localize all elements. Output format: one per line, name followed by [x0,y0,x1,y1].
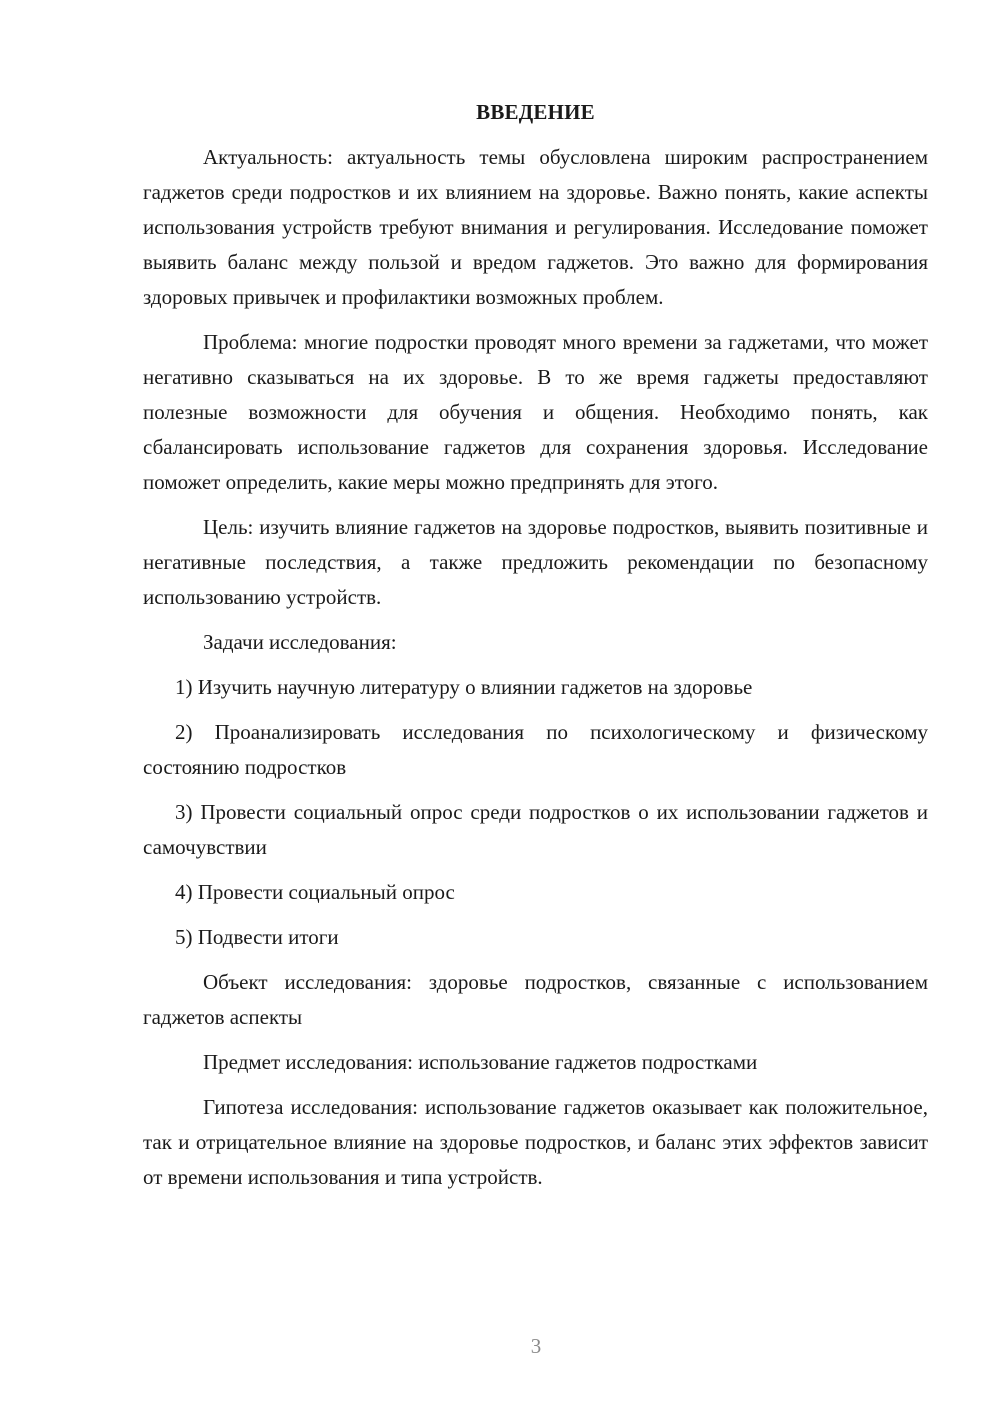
task-item-5: 5) Подвести итоги [175,925,339,949]
task-item-3: 3) Провести социальный опрос среди подростков о их использовании гаджетов и самочувствии [143,800,928,859]
task-item-2: 2) Проанализировать исследования по психологическому и физическому состоянию подростков [143,720,928,779]
document-page [143,95,928,1205]
paragraph-goal: Цель: изучить влияние гаджетов на здоровье подростков, выявить позитивные и негативные последствия, а также предложить рекомендации по безопасному использованию устройств. [143,515,928,609]
section-title: ВВЕДЕНИЕ [476,100,595,124]
paragraph-hypothesis: Гипотеза исследования: использование гаджетов оказывает как положительное, так и отрицательное влияние на здоровье подростков, и баланс этих эффектов зависит от времени использования и типа устройств. [143,1095,928,1189]
page-number: 3 [530,1334,542,1358]
tasks-heading: Задачи исследования: [203,630,397,654]
paragraph-problem: Проблема: многие подростки проводят много времени за гаджетами, что может негативно сказываться на их здоровье. В то же время гаджеты предоставляют полезные возможности для обучения и общения. Необходимо понять, как сбалансировать использование гаджетов для сохранения здоровья. Исследование поможет определить, какие меры можно предпринять для этого. [143,330,928,494]
task-item-1: 1) Изучить научную литературу о влиянии гаджетов на здоровье [175,675,753,699]
task-item-4: 4) Провести социальный опрос [175,880,455,904]
paragraph-subject: Предмет исследования: использование гаджетов подростками [203,1050,758,1074]
paragraph-object: Объект исследования: здоровье подростков, связанные с использованием гаджетов аспекты [143,970,928,1029]
paragraph-relevance: Актуальность: актуальность темы обусловлена широким распространением гаджетов среди подростков и их влиянием на здоровье. Важно понять, какие аспекты использования устройств требуют внимания и регулирования. Исследование поможет выявить баланс между пользой и вредом гаджетов. Это важно для формирования здоровых привычек и профилактики возможных проблем. [143,145,928,309]
